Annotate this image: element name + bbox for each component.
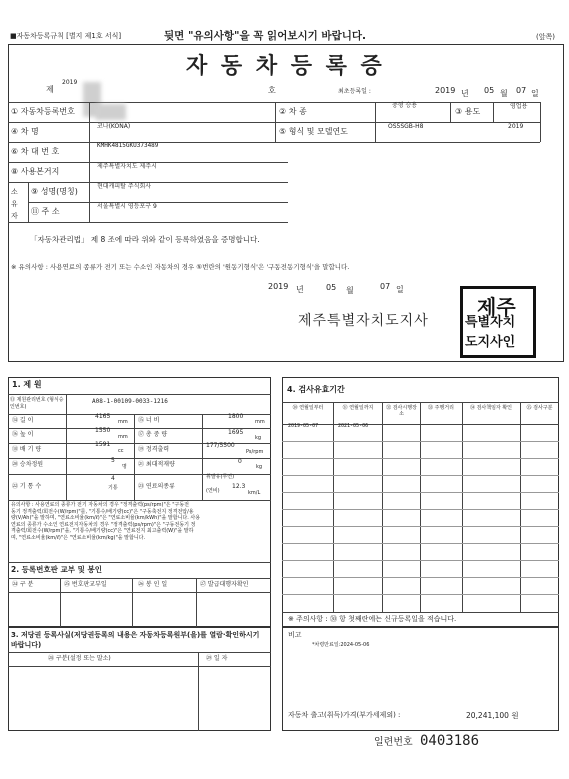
certify-text: 「자동차관리법」 제 8 조에 따라 위와 같이 등록하였음을 증명합니다. xyxy=(30,235,260,244)
serial-value: 0403186 xyxy=(420,733,480,749)
plates-col-issue-date: ㉕ 번호판교부일 xyxy=(64,581,107,588)
plates-col-agent: ㉗ 발급대행자확인 xyxy=(200,581,249,588)
reg-no-redacted xyxy=(96,104,126,120)
seal-line-2: 특별자치 xyxy=(465,315,516,330)
regulation-label: ■자동차등록규칙 [별지 제1호 서식] xyxy=(10,32,122,40)
owner-name-label: ⑨ 성명(명칭) xyxy=(31,187,78,196)
cylinders-unit: 기통 xyxy=(108,485,118,491)
inspection-col-place: ㉜ 검사시행장소 xyxy=(386,405,417,417)
issue-day: 07 xyxy=(380,282,391,291)
load-unit: kg xyxy=(256,464,263,470)
length-label: ⑭ 길 이 xyxy=(12,417,34,424)
spec-note-line: 유의사항 : 사용연료의 종류가 전기 자동차의 경우 "정격출력(ps/rpm)"은 "구동전 xyxy=(11,502,190,508)
inspection-row-from: 2019-05-07 xyxy=(288,423,319,429)
vin-label: ⑥ 차 대 번 호 xyxy=(11,147,60,156)
serial-label: 일련번호 xyxy=(374,737,413,748)
plates-col-seal-date: ㉖ 봉 인 일 xyxy=(138,581,168,588)
first-reg-day: 07 xyxy=(516,86,527,95)
cert-number-year: 2019 xyxy=(62,79,78,86)
vehicle-type-value: 중형 승용 xyxy=(392,102,418,109)
fuel-value: 휘발유(무연) xyxy=(206,474,235,480)
gross-unit: kg xyxy=(255,435,262,441)
owner-addr-label: ⑪ 주 소 xyxy=(31,207,60,216)
use-value: 영업용 xyxy=(510,103,528,110)
cylinders-label: ㉒ 기 통 수 xyxy=(12,483,42,490)
first-reg-label: 최초등록일 : xyxy=(338,88,371,95)
remarks-value: *차령만료일:2024-05-06 xyxy=(312,642,370,648)
price-value: 20,241,100 원 xyxy=(466,711,519,720)
mortgage-title: 3. 저당권 등록사실(저당권등록의 내용은 자동차등록원부(을)를 열람·확인하시기 바랍니다) xyxy=(11,631,260,649)
height-unit: mm xyxy=(118,434,128,440)
notice-text: ※ 유의사항 : 사용연료의 종류가 전기 또는 수소인 자동차의 경우 ⑤번란의 '원동기형식'은 '구동전동기형식'을 말합니다. xyxy=(11,263,350,271)
price-label: 자동차 출고(취득)가격(부가세제외) : xyxy=(288,711,401,719)
issue-d: 일 xyxy=(396,285,404,294)
displacement-unit: cc xyxy=(118,448,124,454)
height-value: 1550 xyxy=(95,427,111,434)
approval-value: A08-1-00109-0033-1216 xyxy=(92,398,168,405)
mortgage-col-type: ㉘ 구분(설정 또는 말소) xyxy=(48,655,111,662)
power-value: 177/5500 xyxy=(206,442,235,449)
issue-m: 월 xyxy=(346,286,354,295)
inspection-col-to: ㉛ 연월일까지 xyxy=(342,405,374,411)
location-value: 제주특별자치도 제주시 xyxy=(97,163,157,170)
displacement-value: 1591 xyxy=(95,441,111,448)
model-year-value: 2019 xyxy=(508,123,524,130)
inspection-col-inspector: ㉞ 검사책임자 확인 xyxy=(470,405,512,411)
first-reg-y: 년 xyxy=(461,89,469,98)
plates-col-type: ㉔ 구 분 xyxy=(12,581,34,588)
owner-group-label: 소 유 자 xyxy=(11,188,18,220)
spec-note-line: 격출력/회전수(W/rpm)"을, "기통수/배기량(cc)"은 "연료전지 최고출력(W)"을 말하 xyxy=(11,528,194,534)
seal-line-1: 제주 xyxy=(477,295,516,319)
reg-no-label: ① 자동차등록번호 xyxy=(11,107,75,116)
first-reg-year: 2019 xyxy=(435,86,456,95)
efficiency-value: 12.3 xyxy=(232,483,246,490)
length-value: 4165 xyxy=(95,413,111,420)
issuer-name: 제주특별자치도지사 xyxy=(298,313,429,329)
displacement-label: ⑱ 배 기 량 xyxy=(12,446,42,453)
gross-value: 1695 xyxy=(228,429,244,436)
efficiency-label: (연비) xyxy=(206,488,220,494)
cert-number-prefix: 제 xyxy=(46,85,54,94)
notice-banner: 뒷면 "유의사항"을 꼭 읽어보시기 바랍니다. xyxy=(164,30,366,42)
width-value: 1800 xyxy=(228,413,244,420)
issue-y: 년 xyxy=(296,285,304,294)
load-label: ㉑ 최대적재량 xyxy=(138,461,175,468)
use-label: ③ 용도 xyxy=(455,107,481,116)
inspection-col-kind: ㉟ 검사구분 xyxy=(526,405,553,411)
spec-note-line: 연료의 종류가 수소인 연료전지자동차의 경우 "정격출력(ps/rpm)"은 "구동전동기 정 xyxy=(11,521,196,528)
efficiency-unit: km/L xyxy=(248,490,261,496)
seal-line-3: 도지사인 xyxy=(465,335,516,350)
model-label: ④ 차 명 xyxy=(11,127,39,136)
cylinders-value: 4 xyxy=(111,475,115,482)
spec-note-line: 동기 정격출력/회전수(W/rpm)"를, "기통수/배기량(cc)"은 "구동축전지 정격전압/용 xyxy=(11,508,194,515)
remarks-label: 비고 xyxy=(288,631,302,639)
plates-title: 2. 등록번호판 교부 및 봉인 xyxy=(11,565,102,574)
owner-name-value: 현대캐피탈 주식회사 xyxy=(97,183,152,190)
vehicle-type-label: ② 차 종 xyxy=(279,107,307,116)
power-label: ⑲ 정격출력 xyxy=(138,446,170,453)
width-unit: mm xyxy=(255,419,265,425)
width-label: ⑮ 너 비 xyxy=(138,417,160,424)
seats-unit: 명 xyxy=(122,464,127,470)
seats-label: ⑳ 승차정원 xyxy=(12,461,44,468)
inspection-col-mileage: ㉝ 주행거리 xyxy=(428,405,454,411)
spec-note-line: 며, "연료소비율(km/ℓ)"은 "연료소비율(km/kg)"을 말합니다. xyxy=(11,534,146,541)
length-unit: mm xyxy=(118,419,128,425)
owner-addr-value: 서울특별시 영등포구 9 xyxy=(97,203,157,210)
mortgage-col-date: ㉙ 일 자 xyxy=(206,655,228,662)
height-label: ⑯ 높 이 xyxy=(12,431,34,438)
seats-value: 5 xyxy=(111,457,115,464)
paper-side-label: (앞쪽) xyxy=(536,33,555,41)
first-reg-d: 일 xyxy=(531,89,539,98)
first-reg-m: 월 xyxy=(500,89,508,98)
cert-number-suffix: 호 xyxy=(268,86,276,95)
first-reg-month: 05 xyxy=(484,86,495,95)
official-seal xyxy=(460,286,536,358)
spec-note-line: 량(V/Ah)"을 말하며, "연료소비율(km/ℓ)"은 "연료소비율(km/kWh)"을 말합니다. 사용 xyxy=(11,515,201,521)
form-label: ⑤ 형식 및 모델연도 xyxy=(279,127,348,136)
certificate-title: 자 동 차 등 록 증 xyxy=(186,53,385,79)
approval-label: ⑬ 제원관리번호 (형식승인번호) xyxy=(10,397,64,410)
gross-label: ⑰ 총 중 량 xyxy=(138,431,168,438)
inspection-row-to: 2021-05-06 xyxy=(338,423,369,429)
form-value: OS5SGB-H8 xyxy=(388,123,424,130)
inspection-col-from: ㉚ 연월일부터 xyxy=(292,405,324,411)
issue-year: 2019 xyxy=(268,282,289,291)
location-label: ⑧ 사용본거지 xyxy=(11,167,60,176)
inspection-title: 4. 검사유효기간 xyxy=(287,385,345,394)
power-unit: Ps/rpm xyxy=(246,449,264,455)
issue-month: 05 xyxy=(326,283,337,292)
inspection-notice: ※ 주의사항 : ㉚ 항 첫째란에는 신규등록일을 적습니다. xyxy=(288,615,457,623)
fuel-label: ㉓ 연료의종류 xyxy=(138,483,175,490)
model-value: 코나(KONA) xyxy=(97,123,131,130)
load-value: 0 xyxy=(238,458,242,465)
vin-value: KMHK4815GKU373489 xyxy=(97,142,159,149)
spec-title: 1. 제 원 xyxy=(12,380,42,389)
spec-notes xyxy=(11,503,267,541)
